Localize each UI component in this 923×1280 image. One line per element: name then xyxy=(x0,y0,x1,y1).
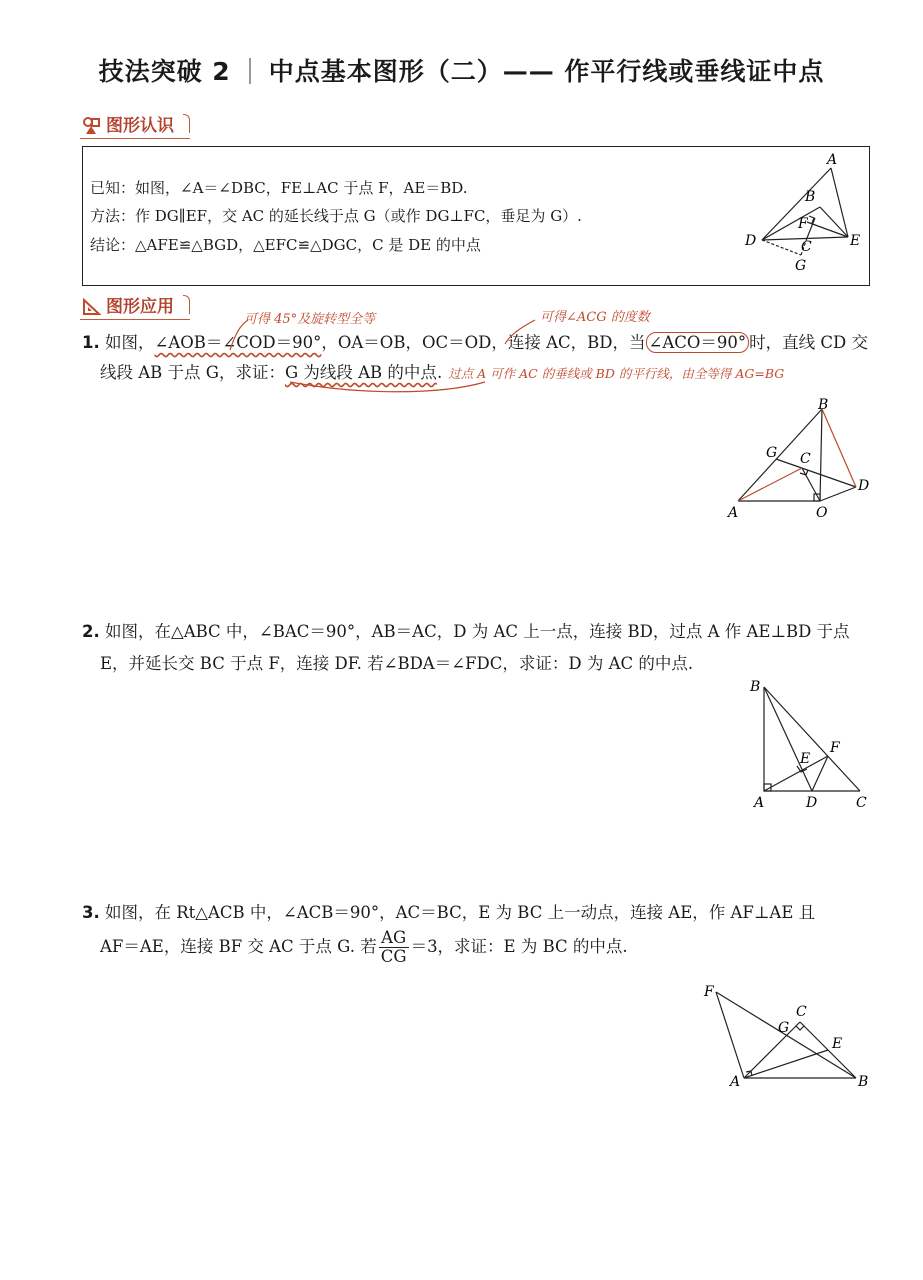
line-AF xyxy=(764,756,828,791)
label-A: A xyxy=(730,1074,741,1090)
line-FC xyxy=(807,218,815,238)
label-G: G xyxy=(795,258,807,274)
problem-1-line-1: 1. 如图，∠AOB＝∠COD＝90°，OA＝OB，OC＝OD，连接 AC，BD，当 ∠ACO＝90° 时，直线 CD 交 xyxy=(82,333,868,352)
problem-1-line-2: 线段 AB 于点 G，求证：G 为线段 AB 的中点. 过点 A 可作 AC 的垂线或 BD 的平行线，由全等得 AG=BG xyxy=(100,363,785,382)
page-title xyxy=(0,52,923,88)
problem-2-figure xyxy=(740,675,880,815)
line-FA xyxy=(716,992,744,1078)
title-divider xyxy=(249,58,251,84)
line-BD xyxy=(764,687,812,791)
label-D: D xyxy=(745,233,757,249)
label-C: C xyxy=(856,795,867,811)
line-AD xyxy=(762,168,831,240)
annotation-arrows xyxy=(220,310,550,400)
line-AC xyxy=(744,1022,800,1078)
label-B: B xyxy=(818,397,829,413)
label-B: B xyxy=(750,679,761,695)
annotation-1: 可得 45°及旋转型全等 xyxy=(244,312,376,327)
problem-1-number: 1. xyxy=(82,333,100,352)
label-E: E xyxy=(800,751,811,767)
label-A: A xyxy=(754,795,765,811)
problem-3-number: 3. xyxy=(82,903,100,922)
topic-title: 中点基本图形（二）—— 作平行线或垂线证中点 xyxy=(268,57,825,86)
problem-3-figure xyxy=(700,980,880,1095)
section-tag-label: 图形认识 xyxy=(106,116,174,136)
problem-1-figure xyxy=(720,395,880,525)
label-G: G xyxy=(766,445,778,461)
circled-condition: ∠ACO＝90° xyxy=(646,332,750,353)
label-C: C xyxy=(800,451,811,467)
label-C: C xyxy=(796,1004,807,1020)
given-text: 已知：如图，∠A＝∠DBC，FE⊥AC 于点 F，AE＝BD. xyxy=(90,179,468,197)
line-BC xyxy=(764,687,860,791)
label-E: E xyxy=(832,1036,843,1052)
triangle-ruler-icon xyxy=(82,298,102,316)
method-text: 方法：作 DG∥EF，交 AC 的延长线于点 G（或作 DG⊥FC，垂足为 G）. xyxy=(90,207,582,225)
label-B: B xyxy=(858,1074,869,1090)
problem-2-number: 2. xyxy=(82,622,100,641)
problem-2-line-1: 2. 如图，在△ABC 中，∠BAC＝90°，AB＝AC，D 为 AC 上一点，连接 BD，过点 A 作 AE⊥BD 于点 xyxy=(82,622,850,641)
line-DF xyxy=(812,756,828,791)
line-BO xyxy=(820,409,822,501)
underlined-goal: G 为线段 AB 的中点 xyxy=(284,363,437,382)
section-tag-recognition xyxy=(80,114,190,139)
arrow-note-1 xyxy=(230,320,248,350)
arrow-note-3 xyxy=(290,382,485,392)
annotation-2: 可得∠ACG 的度数 xyxy=(540,310,650,325)
label-F: F xyxy=(798,216,808,232)
label-E: E xyxy=(850,233,861,249)
line-GD xyxy=(776,459,856,487)
problem-3-line-2: AF＝AE，连接 BF 交 AC 于点 G. 若 $\frac{AG}{CG}$ ＝3，求证：E 为 BC 的中点. xyxy=(100,928,628,966)
section-tag-label: 图形应用 xyxy=(106,297,174,317)
recognition-figure xyxy=(735,150,865,275)
label-O: O xyxy=(816,505,828,521)
annotation-3: 过点 A 可作 AC 的垂线或 BD 的平行线，由全等得 AG=BG xyxy=(448,366,785,381)
arrow-note-2 xyxy=(505,320,535,344)
line-FE xyxy=(807,222,848,237)
label-C: C xyxy=(801,239,812,255)
shapes-icon xyxy=(82,117,102,135)
problem-3-line-1: 3. 如图，在 Rt△ACB 中，∠ACB＝90°，AC＝BC，E 为 BC 上一动点，连接 AE，作 AF⊥AE 且 xyxy=(82,903,816,922)
label-A: A xyxy=(827,152,838,168)
line-OD xyxy=(820,487,856,501)
technique-label: 技法突破 2 xyxy=(98,57,231,86)
right-angle-C xyxy=(796,1026,804,1030)
problem-2-line-2: E，并延长交 BC 于点 F，连接 DF. 若∠BDA＝∠FDC，求证：D 为 AC 的中点. xyxy=(100,654,694,673)
label-D: D xyxy=(806,795,818,811)
line-AC xyxy=(738,468,802,501)
label-A: A xyxy=(728,505,739,521)
label-D: D xyxy=(858,478,870,494)
label-G: G xyxy=(778,1020,790,1036)
conclusion-text: 结论：△AFE≌△BGD，△EFC≌△DGC，C 是 DE 的中点 xyxy=(90,236,481,254)
line-AE xyxy=(831,168,848,237)
line-BD xyxy=(822,409,856,487)
ratio-fraction: $\frac{AG}{CG}$ xyxy=(380,928,407,966)
label-F: F xyxy=(830,740,840,756)
section-tag-application xyxy=(80,295,190,320)
underlined-condition: ∠AOB＝∠COD＝90° xyxy=(154,333,322,352)
line-DG xyxy=(762,240,801,255)
label-F: F xyxy=(704,984,714,1000)
line-AE xyxy=(744,1050,828,1078)
label-B: B xyxy=(805,189,816,205)
